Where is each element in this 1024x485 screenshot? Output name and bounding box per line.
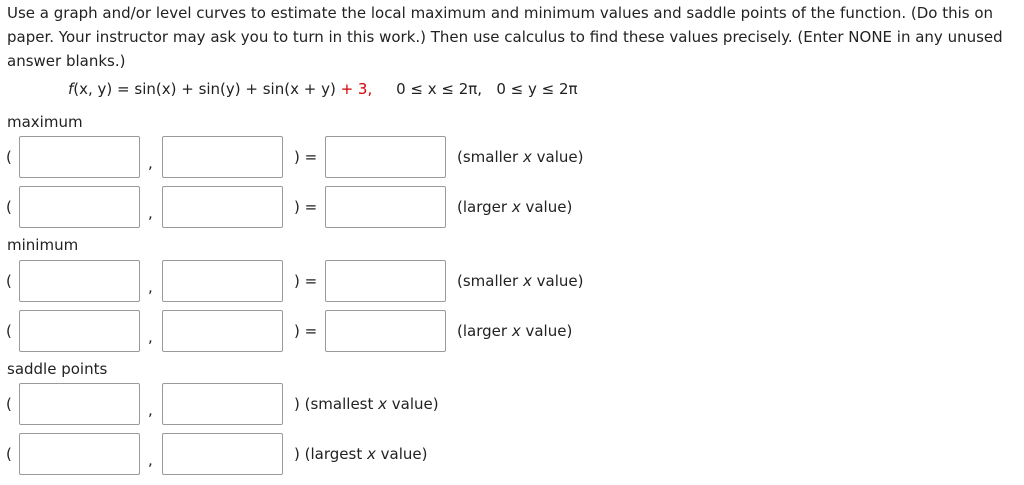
function-formula (68, 80, 578, 98)
comma: , (148, 401, 153, 419)
function-name: f (68, 80, 74, 98)
min1-y-input[interactable] (162, 260, 283, 302)
domain-x: 0 ≤ x ≤ 2π, (396, 80, 483, 98)
min1-x-input[interactable] (19, 260, 140, 302)
note-suffix: value) (520, 322, 573, 340)
max2-y-input[interactable] (162, 186, 283, 228)
max2-note (457, 198, 572, 216)
note-suffix: value) (520, 198, 573, 216)
min1-value-input[interactable] (325, 260, 446, 302)
close-paren: ) (294, 445, 300, 463)
sad2-x-input[interactable] (19, 433, 140, 475)
open-paren: ( (6, 322, 12, 340)
maximum-row-2 (0, 186, 1024, 230)
max1-y-input[interactable] (162, 136, 283, 178)
note-prefix: (larger (457, 322, 512, 340)
open-paren: ( (6, 445, 12, 463)
note-suffix: value) (375, 445, 428, 463)
function-constant: + 3, (335, 80, 373, 98)
note-var: x (366, 445, 376, 463)
max2-value-input[interactable] (325, 186, 446, 228)
min2-note (457, 322, 572, 340)
min2-x-input[interactable] (19, 310, 140, 352)
instructions-text: Use a graph and/or level curves to estimate the local maximum and minimum values and saddle points of the function. (Do this on paper. Your instructor may ask you to turn in this work.) Then use calculus to find these values precisely. (Enter NONE in any unused answer blanks.) (7, 4, 1003, 70)
note-suffix: value) (531, 148, 584, 166)
formula-equals: = (112, 80, 135, 98)
minimum-row-1 (0, 260, 1024, 304)
max1-value-input[interactable] (325, 136, 446, 178)
note-prefix: (largest (304, 445, 367, 463)
note-prefix: (smaller (457, 272, 523, 290)
max1-note (457, 148, 583, 166)
open-paren: ( (6, 272, 12, 290)
function-body: sin(x) + sin(y) + sin(x + y) (134, 80, 336, 98)
open-paren: ( (6, 148, 12, 166)
comma: , (148, 204, 153, 222)
open-paren: ( (6, 198, 12, 216)
comma: , (148, 328, 153, 346)
sad1-x-input[interactable] (19, 383, 140, 425)
close-paren-equals: ) = (294, 198, 318, 216)
note-prefix: (larger (457, 198, 512, 216)
close-paren-equals: ) = (294, 272, 318, 290)
note-suffix: value) (387, 395, 439, 413)
sad1-note (294, 395, 439, 413)
note-var: x (522, 148, 532, 166)
min2-y-input[interactable] (162, 310, 283, 352)
function-args: (x, y) (73, 80, 113, 98)
note-suffix: value) (531, 272, 584, 290)
comma: , (148, 278, 153, 296)
saddle-row-1 (0, 383, 1024, 427)
note-var: x (511, 322, 521, 340)
comma: , (148, 451, 153, 469)
close-paren: ) (294, 395, 300, 413)
sad2-note (294, 445, 427, 463)
note-prefix: (smallest (304, 395, 379, 413)
comma: , (148, 154, 153, 172)
note-var: x (511, 198, 521, 216)
max2-x-input[interactable] (19, 186, 140, 228)
close-paren-equals: ) = (294, 322, 318, 340)
note-var: x (522, 272, 532, 290)
saddle-points-label: saddle points (7, 360, 108, 378)
note-var: x (378, 395, 388, 413)
domain-y: 0 ≤ y ≤ 2π (496, 80, 578, 98)
sad1-y-input[interactable] (162, 383, 283, 425)
sad2-y-input[interactable] (162, 433, 283, 475)
maximum-row-1 (0, 136, 1024, 180)
minimum-row-2 (0, 310, 1024, 354)
maximum-label: maximum (7, 113, 83, 131)
min2-value-input[interactable] (325, 310, 446, 352)
saddle-row-2 (0, 433, 1024, 477)
minimum-label: minimum (7, 236, 79, 254)
max1-x-input[interactable] (19, 136, 140, 178)
note-prefix: (smaller (457, 148, 523, 166)
close-paren-equals: ) = (294, 148, 318, 166)
min1-note (457, 272, 583, 290)
open-paren: ( (6, 395, 12, 413)
